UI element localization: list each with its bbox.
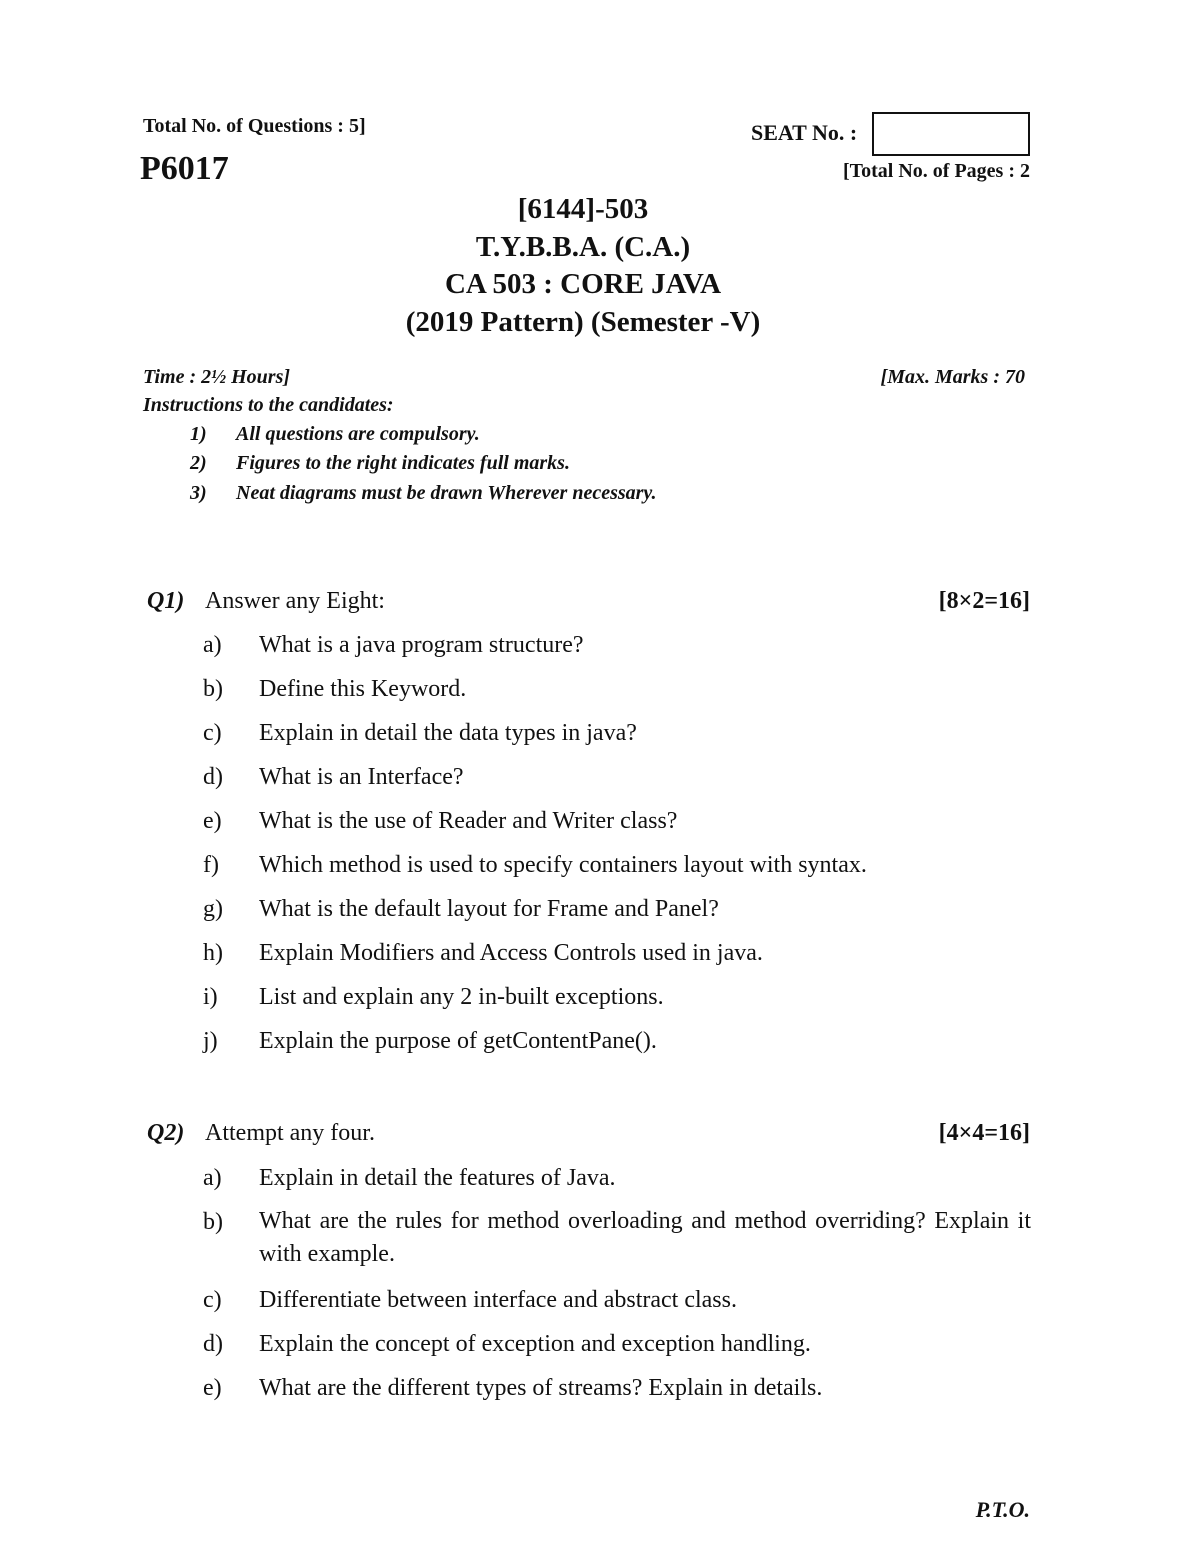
question-title: Attempt any four. [205,1120,375,1146]
item-letter: b) [203,676,223,702]
item-text: What is the default layout for Frame and Panel? [259,896,719,922]
item-text: Define this Keyword. [259,676,467,702]
pattern-semester: (2019 Pattern) (Semester -V) [405,306,761,338]
item-letter: i) [203,984,218,1010]
item-letter: b) [203,1209,223,1235]
instruction-text: Neat diagrams must be drawn Wherever necessary. [236,482,657,504]
question-number: Q2) [147,1120,185,1146]
subject-title: CA 503 : CORE JAVA [444,268,722,300]
item-letter: c) [203,1287,222,1313]
question-title: Answer any Eight: [205,588,385,614]
item-text: What are the different types of streams? Explain in details. [259,1375,823,1401]
item-text: Explain the concept of exception and exception handling. [259,1331,811,1357]
instruction-number: 2) [190,452,207,474]
total-pages: [Total No. of Pages : 2 [842,160,1030,182]
seat-number-box[interactable] [872,112,1030,156]
item-text: List and explain any 2 in-built exceptions. [259,984,664,1010]
pto-footer: P.T.O. [975,1497,1030,1522]
item-text: What is the use of Reader and Writer class? [259,808,678,834]
instruction-text: All questions are compulsory. [236,423,480,445]
item-text: Which method is used to specify containers layout with syntax. [259,852,867,878]
item-text: Explain Modifiers and Access Controls used in java. [259,940,763,966]
item-letter: e) [203,1375,222,1401]
item-text: Explain in detail the features of Java. [259,1165,616,1191]
item-text: Differentiate between interface and abstract class. [259,1287,737,1313]
question-marks: [8×2=16] [938,588,1030,614]
item-letter: c) [203,720,222,746]
item-text: What are the rules for method overloading and method overriding? Explain it with example. [259,1208,1031,1267]
max-marks: [Max. Marks : 70 [880,366,1025,388]
paper-code: P6017 [140,150,229,187]
instruction-number: 1) [190,423,207,445]
question-number: Q1) [147,588,185,614]
exam-time: Time : 2½ Hours] [143,366,291,388]
item-text: What is an Interface? [259,764,464,790]
total-questions: Total No. of Questions : 5] [143,115,366,137]
item-text: Explain in detail the data types in java? [259,720,637,746]
item-letter: d) [203,1331,223,1357]
item-letter: j) [203,1028,218,1054]
seat-label: SEAT No. : [751,120,858,145]
instruction-text: Figures to the right indicates full marks. [236,452,570,474]
item-letter: a) [203,632,222,658]
instructions-heading: Instructions to the candidates: [143,394,394,416]
question-marks: [4×4=16] [938,1120,1030,1146]
item-letter: g) [203,896,223,922]
item-letter: f) [203,852,219,878]
item-letter: d) [203,764,223,790]
item-letter: h) [203,940,223,966]
item-letter: a) [203,1165,222,1191]
exam-code: [6144]-503 [517,193,649,225]
item-text: What is a java program structure? [259,632,584,658]
item-text: Explain the purpose of getContentPane(). [259,1028,657,1054]
course-name: T.Y.B.B.A. (C.A.) [475,231,691,263]
item-letter: e) [203,808,222,834]
instruction-number: 3) [190,482,207,504]
